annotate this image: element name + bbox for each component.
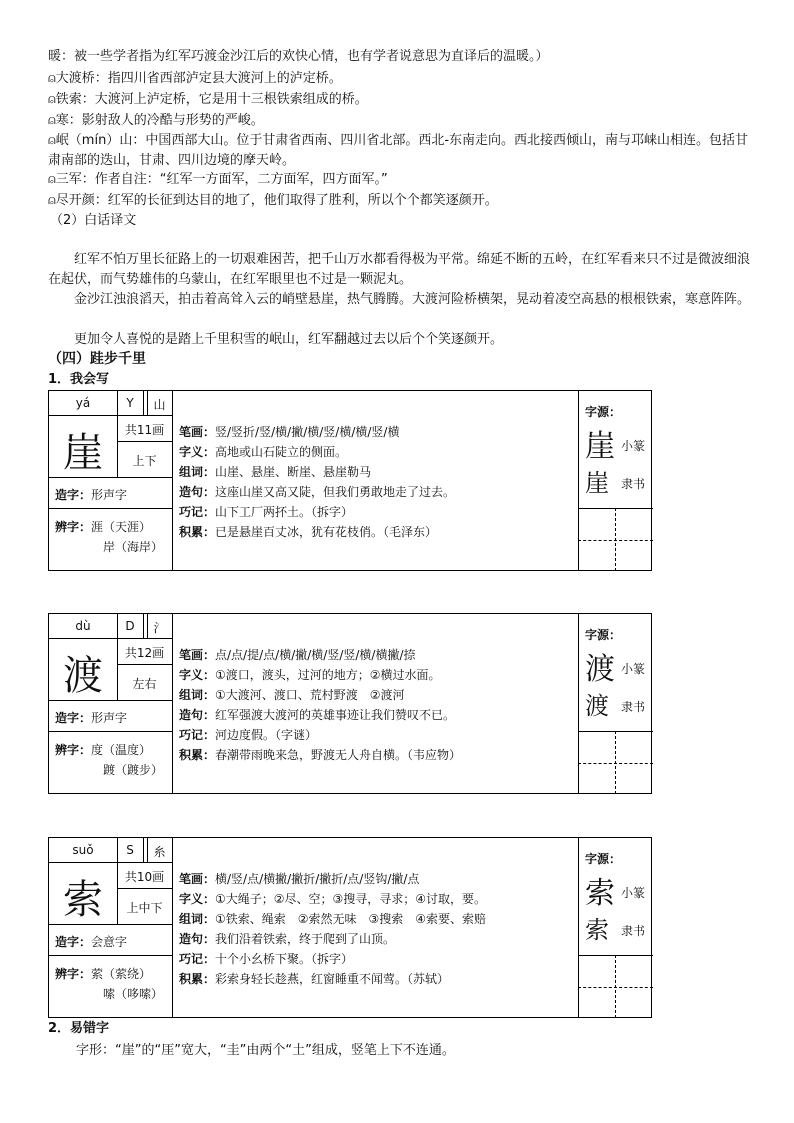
- main-character: 崖: [63, 430, 103, 476]
- bihua-value: 点/点/提/点/横/撇/横/竖/竖/横/横撇/捺: [215, 648, 416, 662]
- zaoju-label: 造句：: [179, 932, 216, 946]
- zaozi-value: 会意字: [91, 935, 128, 949]
- ziyi-label: 字义：: [179, 892, 216, 906]
- bihua-value: 横/竖/点/横撇/撇折/撇折/点/竖钩/撇/点: [215, 872, 420, 886]
- lishu-label: 隶书: [621, 477, 646, 491]
- translation-heading: （2）白话译文: [50, 213, 137, 228]
- zaozi-label: 造字：: [55, 935, 92, 949]
- jilei-value: 已是悬崖百丈冰，犹有花枝俏。（毛泽东）: [215, 525, 438, 539]
- seal-script-image: 索: [585, 876, 615, 911]
- zaozi-value: 形声字: [91, 488, 128, 502]
- zaoju-value: 这座山崖又高又陡，但我们勇敢地走了过去。: [215, 485, 456, 499]
- stroke-count: 共12画: [124, 646, 165, 660]
- clerical-script-image: 索: [585, 916, 609, 944]
- bihua-value: 竖/竖折/竖/横/撇/横/竖/横/横/竖/横: [215, 425, 400, 439]
- section-title: （四）跬步千里: [48, 351, 146, 367]
- pinyin: dù: [75, 619, 91, 633]
- qiaoji-value: 十个小幺桥下聚。（拆字）: [215, 952, 354, 966]
- clerical-script-image: 渡: [585, 692, 609, 720]
- bihua-label: 笔画：: [179, 648, 216, 662]
- jilei-value: 彩索身轻长趁燕，红窗睡重不闻莺。（苏轼）: [215, 972, 450, 986]
- translation-paragraph: 红军不怕万里长征路上的一切艰难困苦，把千山万水都看得极为平常。绵延不断的五岭，在红军看来只不过是微波细浪在起伏，而气势雄伟的乌蒙山，在红军眼里也不过是一颗泥丸。: [48, 252, 751, 287]
- bianzi-value: 度（温度）: [91, 743, 152, 757]
- zuci-value: 山崖、悬崖、断崖、悬崖勒马: [215, 465, 372, 479]
- qiaoji-value: 河边度假。（字谜）: [215, 728, 318, 742]
- xiaozhuan-label: 小篆: [621, 439, 646, 453]
- pinyin: yá: [75, 396, 91, 410]
- zuci-value: ①铁索、绳索 ②索然无味 ③搜索 ④索要、索赔: [215, 912, 487, 926]
- ziyuan-label: 字源：: [585, 405, 622, 419]
- zaoju-label: 造句：: [179, 485, 216, 499]
- bianzi-value: 踱（踱步）: [103, 763, 164, 777]
- main-character: 渡: [63, 653, 103, 699]
- pinyin: suǒ: [72, 843, 94, 857]
- initial-letter: S: [126, 843, 134, 857]
- xiaozhuan-label: 小篆: [621, 886, 646, 900]
- bianzi-value: 嗦（哆嗦）: [103, 987, 164, 1001]
- zuci-value: ①大渡河、渡口、荒村野渡 ②渡河: [215, 688, 405, 702]
- stroke-count: 共10画: [124, 870, 165, 884]
- zaoju-value: 红军强渡大渡河的英雄事迹让我们赞叹不已。: [215, 708, 456, 722]
- sub-heading: 2．易错字: [48, 1021, 110, 1036]
- zaozi-label: 造字：: [55, 711, 92, 725]
- xiaozhuan-label: 小篆: [621, 662, 646, 676]
- ziyi-value: ①大绳子；②尽、空；③搜寻，寻求；④讨取，要。: [215, 892, 487, 906]
- structure: 左右: [132, 677, 157, 691]
- sub-heading: 1．我会写: [48, 372, 110, 387]
- structure: 上下: [132, 454, 157, 468]
- bihua-label: 笔画：: [179, 425, 216, 439]
- translation-paragraph: 金沙江浊浪滔天，拍击着高耸入云的峭壁悬崖，热气腾腾。大渡河险桥横架，晃动着凌空高悬的根根铁索，寒意阵阵。: [74, 292, 751, 307]
- qiaoji-value: 山下工厂两抔土。（拆字）: [215, 505, 354, 519]
- radical: 山: [153, 398, 166, 412]
- structure: 上中下: [126, 901, 163, 915]
- zuci-label: 组词：: [179, 688, 216, 702]
- error-note: 字形：“崖”的“厓”宽大，“圭”由两个“土”组成，竖笔上下不连通。: [76, 1043, 455, 1058]
- note-line: ⍝岷（mín）山：中国西部大山。位于甘肃省西南、四川省北部。西北-东南走向。西北接西倾山，南与邛崃山相连。包括甘肃南部的迭山，甘肃、四川边境的摩天岭。: [48, 133, 749, 168]
- radical: 氵: [153, 621, 166, 635]
- main-character: 索: [63, 877, 103, 923]
- char-card: [48, 837, 652, 1018]
- note-line: ⍝尽开颜：红军的长征到达目的地了，他们取得了胜利，所以个个都笑逐颜开。: [48, 193, 498, 208]
- radical: 糸: [153, 845, 166, 859]
- bianzi-label: 辨字：: [55, 967, 92, 981]
- note-line: ⍝大渡桥：指四川省西部泸定县大渡河上的泸定桥。: [48, 71, 342, 86]
- char-card: [48, 613, 652, 794]
- bianzi-value: 岸（海岸）: [103, 540, 164, 554]
- note-line: ⍝寒：影射敌人的冷酷与形势的严峻。: [48, 113, 264, 128]
- qiaoji-label: 巧记：: [179, 728, 216, 742]
- ziyi-value: 高地或山石陡立的侧面。: [215, 445, 348, 459]
- stroke-count: 共11画: [124, 423, 165, 437]
- zaozi-label: 造字：: [55, 488, 92, 502]
- seal-script-image: 崖: [585, 429, 615, 464]
- lishu-label: 隶书: [621, 924, 646, 938]
- char-card: [48, 390, 652, 571]
- ziyi-label: 字义：: [179, 668, 216, 682]
- bianzi-label: 辨字：: [55, 743, 92, 757]
- bianzi-label: 辨字：: [55, 520, 92, 534]
- jilei-label: 积累：: [179, 525, 216, 539]
- translation-paragraph: 更加令人喜悦的是踏上千里积雪的岷山，红军翻越过去以后个个笑逐颜开。: [74, 332, 504, 347]
- jilei-label: 积累：: [179, 748, 216, 762]
- ziyi-value: ①渡口，渡头，过河的地方；②横过水面。: [215, 668, 441, 682]
- ziyuan-label: 字源：: [585, 628, 622, 642]
- jilei-label: 积累：: [179, 972, 216, 986]
- qiaoji-label: 巧记：: [179, 952, 216, 966]
- bihua-label: 笔画：: [179, 872, 216, 886]
- qiaoji-label: 巧记：: [179, 505, 216, 519]
- zaoju-label: 造句：: [179, 708, 216, 722]
- bianzi-value: 萦（萦绕）: [91, 967, 152, 981]
- clerical-script-image: 崖: [585, 469, 609, 497]
- jilei-value: 春潮带雨晚来急，野渡无人舟自横。（韦应物）: [215, 748, 462, 762]
- ziyi-label: 字义：: [179, 445, 216, 459]
- zuci-label: 组词：: [179, 912, 216, 926]
- initial-letter: D: [125, 619, 135, 633]
- zaozi-value: 形声字: [91, 711, 128, 725]
- bianzi-value: 涯（天涯）: [91, 520, 152, 534]
- ziyuan-label: 字源：: [585, 852, 622, 866]
- seal-script-image: 渡: [585, 652, 615, 687]
- zuci-label: 组词：: [179, 465, 216, 479]
- note-line: ⍝铁索：大渡河上泸定桥，它是用十三根铁索组成的桥。: [48, 92, 368, 107]
- zaoju-value: 我们沿着铁索，终于爬到了山顶。: [215, 932, 396, 946]
- note-line: 暖：被一些学者指为红军巧渡金沙江后的欢快心情，也有学者说意思为直译后的温暖。）: [48, 49, 549, 64]
- lishu-label: 隶书: [621, 700, 646, 714]
- note-line: ⍝三军：作者自注：“红军一方面军，二方面军，四方面军。”: [48, 172, 388, 187]
- initial-letter: Y: [126, 396, 134, 410]
